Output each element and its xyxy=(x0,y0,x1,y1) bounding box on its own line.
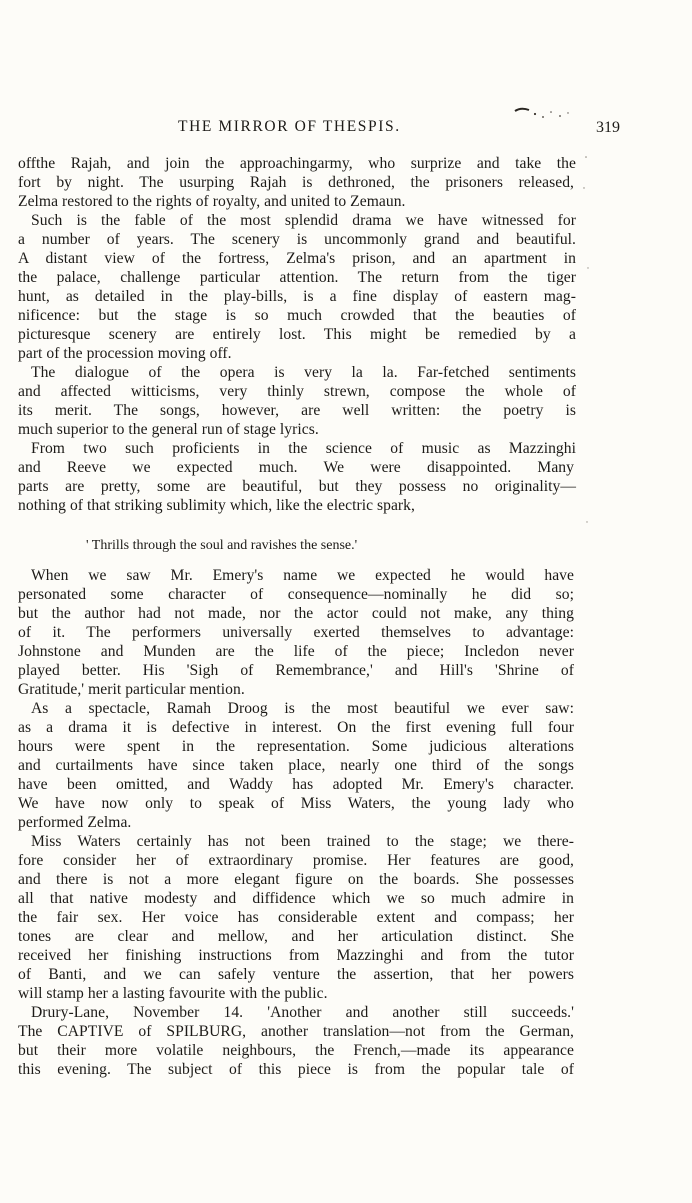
text-line: and there is not a more elegant figure on the boards. She possesses xyxy=(18,871,574,888)
text-line: fore consider her of extraordinary promise. Her features are good, xyxy=(18,852,574,869)
text-line: but the author had not made, nor the actor could not make, any thing xyxy=(18,605,574,622)
text-line: its merit. The songs, however, are well written: the poetry is xyxy=(18,402,576,419)
text-line: played better. His 'Sigh of Remembrance,' and Hill's 'Shrine of xyxy=(18,662,574,679)
text-line: As a spectacle, Ramah Droog is the most beautiful we ever saw: xyxy=(31,700,574,717)
text-line: Gratitude,' merit particular mention. xyxy=(18,681,245,698)
text-line: a number of years. The scenery is uncommonly grand and beautiful. xyxy=(18,231,576,248)
text-line: the fair sex. Her voice has considerable extent and compass; her xyxy=(18,909,574,926)
text-line: and curtailments have since taken place, nearly one third of the songs xyxy=(18,757,574,774)
text-line: Such is the fable of the most splendid drama we have witnessed for xyxy=(31,212,576,229)
text-line: Zelma restored to the rights of royalty, and united to Zemaun. xyxy=(18,193,406,210)
text-line: A distant view of the fortress, Zelma's prison, and an apartment in xyxy=(18,250,576,267)
text-line: the palace, challenge particular attention. The return from the tiger xyxy=(18,269,576,286)
text-line: The CAPTIVE of SPILBURG, another translation—not from the German, xyxy=(18,1023,574,1040)
text-line: part of the procession moving off. xyxy=(18,345,232,362)
text-line: offthe Rajah, and join the approachingarmy, who surprize and take the xyxy=(18,155,576,172)
text-line: of it. The performers universally exerted themselves to advantage: xyxy=(18,624,574,641)
verse-quotation: ' Thrills through the soul and ravishes the sense.' xyxy=(86,538,358,553)
text-line: and Reeve we expected much. We were disappointed. Many xyxy=(18,459,574,476)
text-line: as a drama it is defective in interest. On the first evening full four xyxy=(18,719,574,736)
text-line: personated some character of consequence—nominally he did so; xyxy=(18,586,574,603)
text-line: but their more volatile neighbours, the French,—made its appearance xyxy=(18,1042,574,1059)
text-line: much superior to the general run of stage lyrics. xyxy=(18,421,319,438)
text-line: nificence: but the stage is so much crowded that the beauties of xyxy=(18,307,576,324)
text-line: The dialogue of the opera is very la la. Far-fetched sentiments xyxy=(31,364,576,381)
text-line: this evening. The subject of this piece is from the popular tale of xyxy=(18,1061,574,1078)
text-line: received her finishing instructions from Mazzinghi and from the tutor xyxy=(18,947,574,964)
text-line: and affected witticisms, very thinly strewn, compose the whole of xyxy=(18,383,576,400)
text-line: fort by night. The usurping Rajah is dethroned, the prisoners released, xyxy=(18,174,574,191)
text-line: will stamp her a lasting favourite with the public. xyxy=(18,985,328,1002)
text-line: Drury-Lane, November 14. 'Another and another still succeeds.' xyxy=(31,1004,574,1021)
text-line: of Banti, and we can safely venture the assertion, that her powers xyxy=(18,966,574,983)
running-header xyxy=(80,118,620,140)
text-line: nothing of that striking sublimity which, like the electric spark, xyxy=(18,497,415,514)
text-line: We have now only to speak of Miss Waters, the young lady who xyxy=(18,795,574,812)
text-line: From two such proficients in the science of music as Mazzinghi xyxy=(31,440,576,457)
text-line: hours were spent in the representation. Some judicious alterations xyxy=(18,738,574,755)
text-line: tones are clear and mellow, and her articulation distinct. She xyxy=(18,928,574,945)
text-line: performed Zelma. xyxy=(18,814,132,831)
text-line: picturesque scenery are entirely lost. This might be remedied by a xyxy=(18,326,576,343)
text-line: When we saw Mr. Emery's name we expected he would have xyxy=(31,567,574,584)
text-line: all that native modesty and diffidence which we so much admire in xyxy=(18,890,574,907)
running-title: THE MIRROR OF THESPIS. xyxy=(178,118,401,135)
text-line: hunt, as detailed in the play-bills, is a fine display of eastern mag- xyxy=(18,288,576,305)
text-line: have been omitted, and Waddy has adopted Mr. Emery's character. xyxy=(18,776,574,793)
text-line: Miss Waters certainly has not been trained to the stage; we there- xyxy=(31,833,574,850)
text-line: parts are pretty, some are beautiful, but they possess no originality— xyxy=(18,478,576,495)
text-line: Johnstone and Munden are the life of the piece; Incledon never xyxy=(18,643,574,660)
page-number: 319 xyxy=(596,119,620,136)
